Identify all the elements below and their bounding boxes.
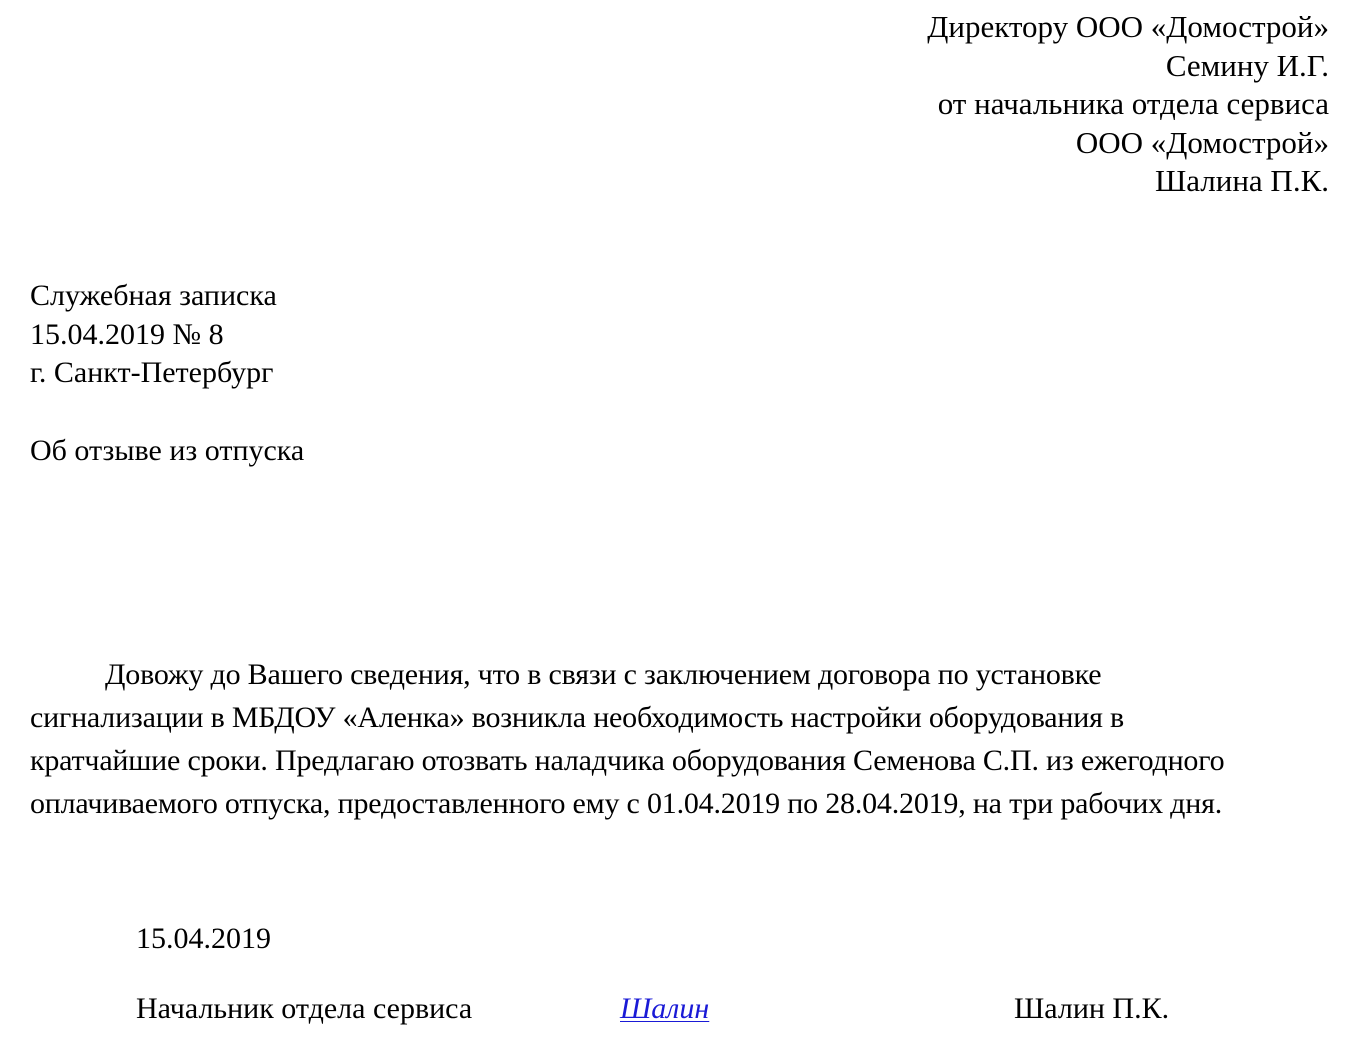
body-line: оплачиваемого отпуска, предоставленного ему с 01.04.2019 по 28.04.2019, на три рабочих дня. [30, 787, 1222, 820]
addressee-sender-name: Шалина П.К. [1154, 163, 1329, 198]
addressee-from: от начальника отдела сервиса [937, 86, 1329, 121]
body-line: сигнализации в МБДОУ «Аленка» возникла необходимость настройки оборудования в [30, 701, 1124, 734]
memo-header [30, 277, 277, 393]
signoff-position: Начальник отдела сервиса [136, 992, 473, 1025]
body-line: Довожу до Вашего сведения, что в связи с заключением договора по установке [105, 658, 1102, 691]
memo-body [30, 653, 1290, 825]
memo-city: г. Санкт-Петербург [30, 356, 274, 389]
body-line: кратчайшие сроки. Предлагаю отозвать наладчика оборудования Семенова С.П. из ежегодного [30, 744, 1225, 777]
signature: Шалин [620, 992, 710, 1025]
addressee-director-name: Семину И.Г. [1165, 47, 1329, 83]
addressee-company: ООО «Домострой» [1075, 124, 1329, 160]
memo-title: Служебная записка [30, 279, 277, 312]
addressee-director: Директору ООО «Домострой» [927, 9, 1329, 44]
memo-number: 15.04.2019 № 8 [30, 317, 224, 351]
addressee-block [927, 8, 1329, 201]
signoff-name: Шалин П.К. [1014, 992, 1170, 1025]
memo-subject: Об отзыве из отпуска [30, 434, 305, 467]
signoff-date: 15.04.2019 [136, 922, 271, 955]
